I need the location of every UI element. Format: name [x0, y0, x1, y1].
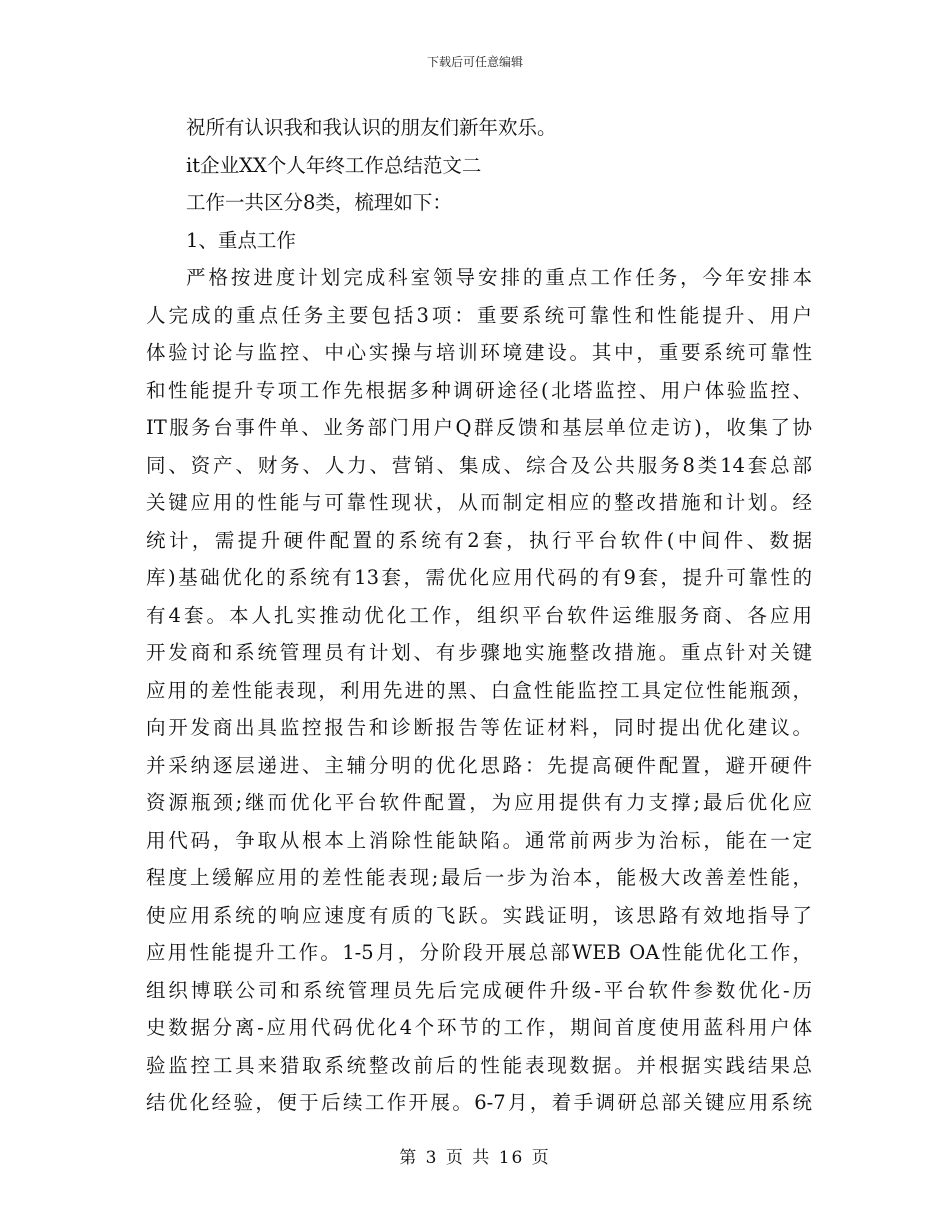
body-line: 严格按进度计划完成科室领导安排的重点工作任务，今年安排本	[186, 266, 812, 289]
body-line: 史数据分离-应用代码优化4个环节的工作，期间首度使用蓝科用户体	[146, 1016, 812, 1039]
body-line: 验监控工具来猎取系统整改前后的性能表现数据。并根据实践结果总	[146, 1053, 812, 1077]
body-line: 应用性能提升工作。1-5月，分阶段开展总部WEB OA性能优化工作，	[146, 941, 812, 964]
body-line: 祝所有认识我和我认识的朋友们新年欢乐。	[186, 116, 557, 139]
document-body	[146, 109, 812, 1122]
body-line: 统计，需提升硬件配置的系统有2套，执行平台软件(中间件、数据	[146, 528, 812, 552]
body-line: 资源瓶颈;继而优化平台软件配置，为应用提供有力支撑;最后优化应	[146, 791, 812, 814]
body-line: 使应用系统的响应速度有质的飞跃。实践证明，该思路有效地指导了	[146, 903, 812, 927]
page-header: 下载后可任意编辑	[426, 55, 523, 69]
body-line: 组织博联公司和系统管理员先后完成硬件升级-平台软件参数优化-历	[146, 978, 812, 1002]
body-line: 程度上缓解应用的差性能表现;最后一步为治本，能极大改善差性能，	[146, 866, 812, 889]
body-line: 用代码，争取从根本上消除性能缺陷。通常前两步为治标，能在一定	[146, 828, 812, 852]
body-line: 开发商和系统管理员有计划、有步骤地实施整改措施。重点针对关键	[146, 641, 812, 664]
section-title: it企业XX个人年终工作总结范文二	[186, 153, 482, 177]
body-line: 并采纳逐层递进、主辅分明的优化思路：先提高硬件配置，避开硬件	[146, 753, 812, 777]
body-line: 和性能提升专项工作先根据多种调研途径(北塔监控、用户体验监控、	[146, 378, 812, 402]
body-line: 工作一共区分8类，梳理如下：	[186, 191, 452, 214]
body-line: IT服务台事件单、业务部门用户Q群反馈和基层单位走访)，收集了协	[146, 416, 812, 439]
subsection-heading: 1、重点工作	[186, 228, 296, 252]
body-line: 同、资产、财务、人力、营销、集成、综合及公共服务8类14套总部	[146, 453, 812, 477]
body-line: 体验讨论与监控、中心实操与培训环境建设。其中，重要系统可靠性	[146, 341, 812, 364]
body-line: 库)基础优化的系统有13套，需优化应用代码的有9套，提升可靠性的	[146, 566, 812, 589]
body-line: 向开发商出具监控报告和诊断报告等佐证材料，同时提出优化建议。	[146, 716, 812, 739]
body-line: 结优化经验，便于后续工作开展。6-7月，着手调研总部关键应用系统	[146, 1091, 812, 1114]
body-line: 应用的差性能表现，利用先进的黑、白盒性能监控工具定位性能瓶颈，	[146, 678, 812, 702]
body-line: 关键应用的性能与可靠性现状，从而制定相应的整改措施和计划。经	[146, 491, 812, 514]
body-line: 人完成的重点任务主要包括3项：重要系统可靠性和性能提升、用户	[146, 303, 812, 327]
body-line: 有4套。本人扎实推动优化工作，组织平台软件运维服务商、各应用	[146, 603, 812, 627]
page-number-footer: 第 3 页 共 16 页	[399, 1148, 551, 1168]
